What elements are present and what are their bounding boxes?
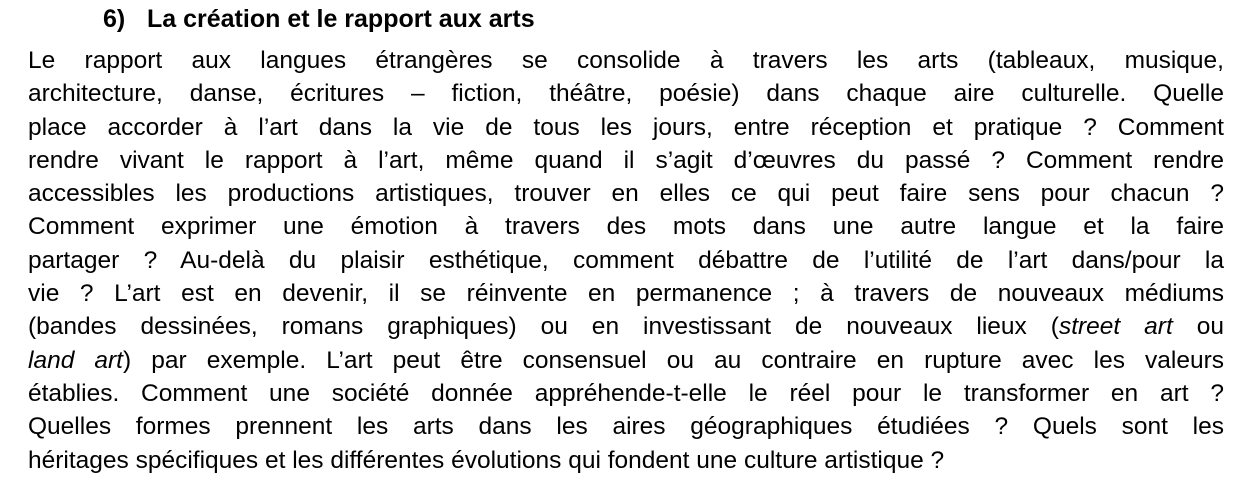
paragraph-line-13	[28, 444, 1224, 477]
paragraph-line-7	[28, 244, 1224, 277]
paragraph-line-4-text: rendre vivant le rapport à l’art, même quand il s’agit d’œuvres du passé ? Comment rendre	[28, 146, 1224, 174]
italic-land-art: land art	[28, 346, 123, 374]
paragraph-line-3	[28, 111, 1224, 144]
paragraph-line-7-text: partager ? Au-delà du plaisir esthétique, comment débattre de l’utilité de l’art dans/pour la	[28, 246, 1224, 274]
section-paragraph	[28, 44, 1224, 477]
paragraph-line-2	[28, 77, 1224, 110]
paragraph-line-4	[28, 144, 1224, 177]
paragraph-line-1	[28, 44, 1224, 77]
section-title: La création et le rapport aux arts	[147, 5, 535, 33]
paragraph-line-13-text: héritages spécifiques et les différentes évolutions qui fondent une culture artistique ?	[28, 446, 945, 474]
line-9-before: (bandes dessinées, romans graphiques) ou en investissant de nouveaux lieux (	[28, 313, 1059, 341]
italic-street-art: street art	[1058, 313, 1173, 341]
paragraph-line-5-text: accessibles les productions artistiques, trouver en elles ce qui peut faire sens pour chacun ?	[28, 180, 1224, 208]
paragraph-line-2-text: architecture, danse, écritures – fiction, théâtre, poésie) dans chaque aire culturelle. Quelle	[28, 80, 1224, 108]
paragraph-line-11-text: établies. Comment une société donnée appréhende-t-elle le réel pour le transformer en art ?	[28, 379, 1224, 407]
paragraph-line-8-text: vie ? L’art est en devenir, il se réinvente en permanence ; à travers de nouveaux médiums	[28, 280, 1224, 308]
paragraph-line-6	[28, 210, 1224, 243]
section-number: 6)	[103, 5, 126, 33]
paragraph-line-5	[28, 177, 1224, 210]
paragraph-line-10	[28, 344, 1224, 377]
paragraph-line-6-text: Comment exprimer une émotion à travers des mots dans une autre langue et la faire	[28, 213, 1224, 241]
paragraph-line-12-text: Quelles formes prennent les arts dans les aires géographiques étudiées ? Quels sont les	[28, 413, 1224, 441]
section-heading	[103, 3, 535, 35]
paragraph-line-8	[28, 277, 1224, 310]
line-10-after: ) par exemple. L’art peut être consensuel ou au contraire en rupture avec les valeurs	[123, 346, 1225, 374]
paragraph-line-12	[28, 410, 1224, 443]
line-9-after: ou	[1172, 313, 1224, 341]
paragraph-line-9-text	[28, 313, 1224, 340]
paragraph-line-10-text	[28, 347, 1224, 374]
paragraph-line-1-text: Le rapport aux langues étrangères se consolide à travers les arts (tableaux, musique,	[28, 47, 1224, 74]
paragraph-line-3-text: place accorder à l’art dans la vie de tous les jours, entre réception et pratique ? Comment	[28, 113, 1224, 141]
paragraph-line-11	[28, 377, 1224, 410]
paragraph-line-9	[28, 310, 1224, 343]
